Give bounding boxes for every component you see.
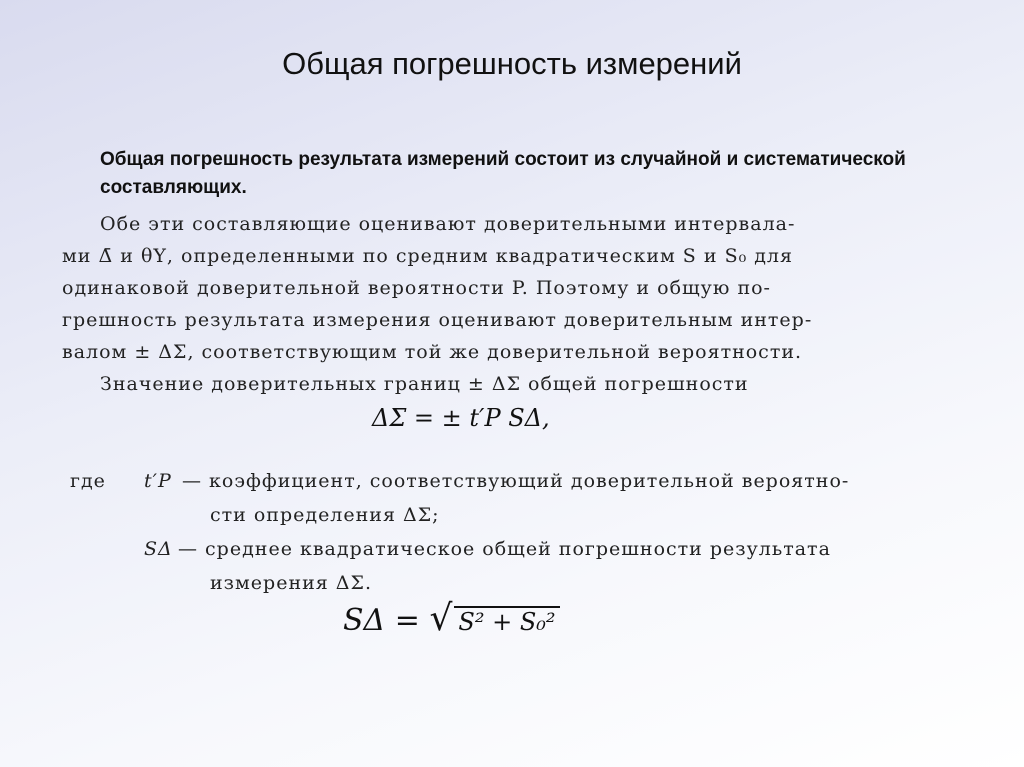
def-text: сти определения ΔΣ; bbox=[210, 504, 440, 526]
paragraph-line: Обе эти составляющие оценивают доверительными интервала- bbox=[100, 213, 796, 235]
scanned-paragraph bbox=[62, 208, 812, 400]
formula-rms-error bbox=[343, 598, 560, 639]
paragraph-line: валом ± ΔΣ, соответствующим той же доверительной вероятности. bbox=[62, 341, 803, 363]
formula-lhs: SΔ = bbox=[343, 603, 430, 638]
def-text: измерения ΔΣ. bbox=[210, 572, 373, 594]
slide-title: Общая погрешность измерений bbox=[282, 46, 742, 81]
paragraph-line: ми Δ̄ и θΥ, определенными по средним квадратическим S и S₀ для bbox=[62, 245, 793, 267]
intro-text: Общая погрешность результата измерений состоит из случайной и систематической составляющих. bbox=[100, 149, 906, 198]
def-symbol-s: SΔ bbox=[144, 538, 173, 560]
paragraph-line: одинаковой доверительной вероятности P. Поэтому и общую по- bbox=[62, 277, 771, 299]
where-word: где bbox=[70, 470, 106, 492]
paragraph-line: Значение доверительных границ ± ΔΣ общей погрешности bbox=[100, 373, 749, 395]
sqrt-icon: √ bbox=[429, 598, 453, 639]
formula-total-error: ΔΣ = ± t′P SΔ, bbox=[372, 404, 550, 432]
def-symbol-t: t′P bbox=[144, 470, 172, 492]
def-text: — коэффициент, соответствующий доверительной вероятно- bbox=[182, 470, 850, 492]
formula-radicand: S² + S₀² bbox=[454, 606, 559, 636]
def-text: — среднее квадратическое общей погрешности результата bbox=[178, 538, 831, 560]
paragraph-line: грешность результата измерения оценивают доверительным интер- bbox=[62, 309, 813, 331]
